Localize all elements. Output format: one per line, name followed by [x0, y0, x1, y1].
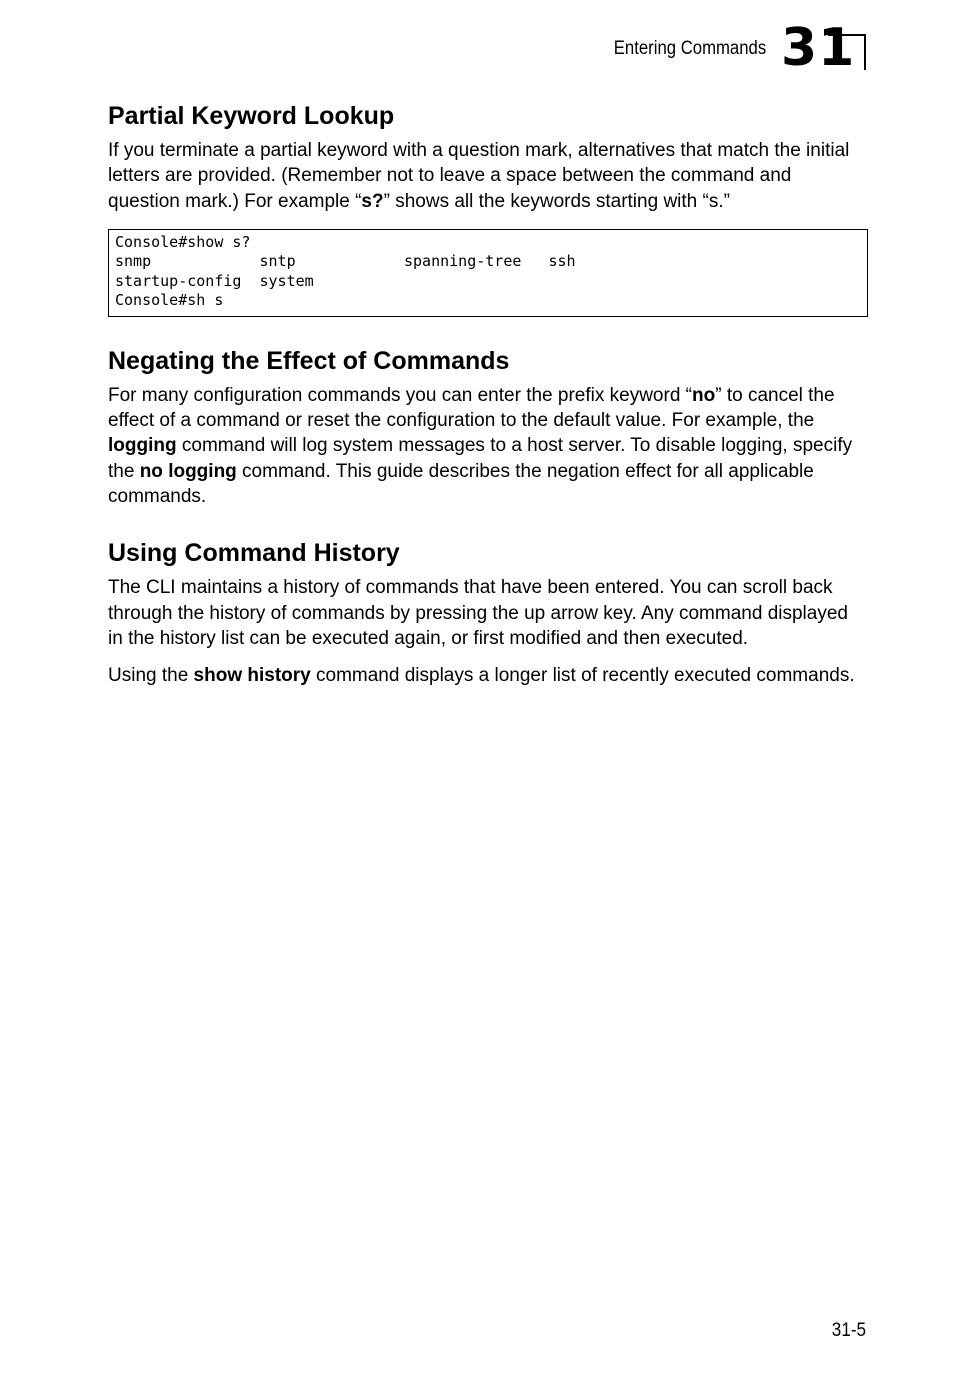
- bold-keyword: no logging: [139, 460, 237, 482]
- section-command-history: [108, 537, 868, 688]
- text-run: command will log system messages to a host server. To disable logging, specify the: [108, 435, 853, 482]
- code-line: startup-config system: [115, 271, 314, 290]
- code-line: snmp sntp spanning-tree ssh: [115, 252, 576, 271]
- page-content: [108, 100, 868, 701]
- text-run: ” shows all the keywords starting with “s.”: [383, 190, 730, 212]
- body-paragraph: [108, 383, 868, 509]
- chapter-tab-rule: [828, 34, 866, 70]
- body-paragraph: [108, 663, 868, 688]
- bold-keyword: logging: [108, 435, 177, 457]
- section-heading: Negating the Effect of Commands: [108, 346, 510, 375]
- code-line: Console#show s?: [115, 232, 251, 251]
- code-line: Console#sh s: [115, 291, 224, 310]
- page-number: 31-5: [831, 1320, 866, 1341]
- text-run: For many configuration commands you can enter the prefix keyword “: [108, 384, 692, 406]
- text-run: If you terminate a partial keyword with a question mark, alternatives that match the initial letters are provided. (Remember not to leave a space between the command and question mark.) For example “: [108, 140, 850, 212]
- section-heading: Using Command History: [108, 539, 400, 568]
- text-run: command displays a longer list of recently executed commands.: [310, 665, 855, 687]
- bold-keyword: s?: [361, 190, 384, 212]
- bold-keyword: show history: [193, 665, 311, 687]
- text-run: command. This guide describes the negation effect for all applicable commands.: [108, 460, 814, 508]
- body-paragraph: The CLI maintains a history of commands that have been entered. You can scroll back through the history of commands by pressing the up arrow key. Any command displayed in the history list can be executed again, or first modified and then executed.: [108, 577, 848, 649]
- chapter-number: 31: [781, 18, 856, 78]
- bold-keyword: no: [692, 384, 716, 406]
- text-run: Using the: [108, 665, 194, 687]
- text-run: ” to cancel the effect of a command or reset the configuration to the default value. For example, the: [108, 384, 835, 432]
- section-negating-commands: [108, 345, 868, 509]
- running-head-title: Entering Commands: [613, 38, 766, 59]
- code-example-block: [108, 229, 868, 317]
- section-partial-keyword-lookup: [108, 100, 868, 317]
- section-heading: Partial Keyword Lookup: [108, 102, 395, 130]
- body-paragraph: [108, 138, 868, 214]
